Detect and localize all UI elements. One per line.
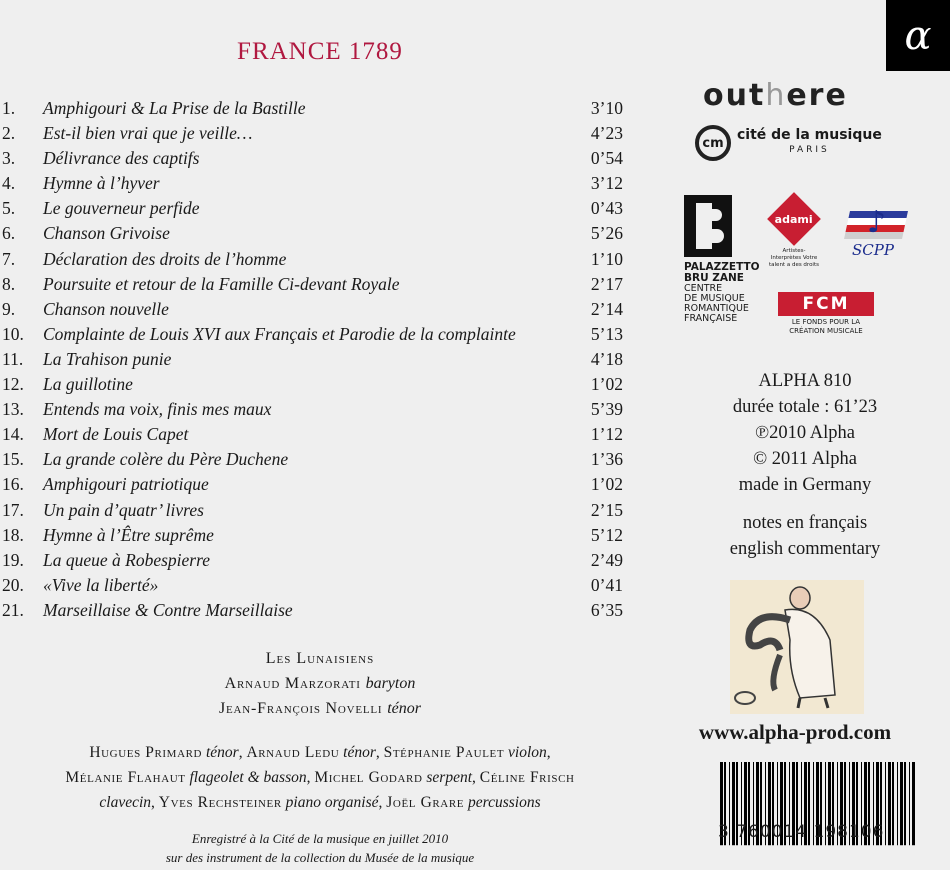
musician-name: Arnaud Ledu — [246, 744, 340, 761]
website-url[interactable]: www.alpha-prod.com — [698, 720, 892, 744]
track-number: 2. — [2, 123, 16, 144]
copyright-notice: © 2011 Alpha — [753, 449, 857, 469]
track-number: 18. — [2, 524, 24, 545]
cite-mark-icon: cm — [695, 125, 731, 161]
track-number: 19. — [2, 549, 24, 570]
track-title: La Trahison punie — [43, 348, 172, 369]
track-number: 1. — [2, 98, 16, 118]
track-number: 6. — [2, 223, 16, 244]
illustration-serpent-player — [730, 580, 864, 714]
musician-role: clavecin — [99, 794, 152, 811]
track-row — [0, 221, 640, 246]
track-row — [0, 247, 640, 272]
musician-name: Mélanie Flahaut — [65, 769, 186, 786]
musician-role: flageolet & basson — [189, 769, 307, 786]
album-title: FRANCE 1789 — [237, 38, 403, 65]
track-duration: 1’36 — [590, 449, 623, 470]
outhere-logo: outhere — [703, 78, 848, 113]
track-row — [0, 422, 640, 447]
track-duration: 3’10 — [590, 98, 623, 118]
adami-logo: adami Artistes-Interprètes Votre talent a des droits — [768, 200, 820, 269]
track-title: Est-il bien vrai que je veille… — [43, 123, 253, 144]
track-number: 15. — [2, 449, 24, 470]
track-title: «Vive la liberté» — [43, 574, 159, 595]
track-row — [0, 498, 640, 523]
track-duration: 4’23 — [590, 123, 623, 144]
ensemble-name: Les Lunaisiens — [265, 650, 375, 667]
phonogram-notice: ℗2010 Alpha — [755, 423, 855, 443]
track-row — [0, 573, 640, 598]
track-duration: 2’14 — [590, 298, 623, 319]
track-duration: 6’35 — [590, 599, 623, 620]
track-number: 3. — [2, 148, 16, 169]
track-row — [0, 297, 640, 322]
track-duration: 0’54 — [590, 148, 623, 169]
track-title: Mort de Louis Capet — [43, 424, 189, 445]
track-number: 11. — [2, 348, 24, 369]
track-title: Entends ma voix, finis mes maux — [43, 399, 272, 420]
track-row — [0, 548, 640, 573]
cite-de-la-musique-logo — [695, 125, 882, 161]
track-number: 7. — [2, 248, 16, 269]
palazzetto-bru-zane-logo: PALAZZETTO BRU ZANE CENTRE DE MUSIQUE ROMANTIQUE FRANÇAISE — [684, 195, 764, 324]
track-row — [0, 121, 640, 146]
track-row — [0, 347, 640, 372]
track-number: 13. — [2, 399, 24, 420]
recording-note — [0, 829, 640, 867]
track-title: Délivrance des captifs — [43, 148, 200, 169]
track-row — [0, 447, 640, 472]
musician-role: ténor — [205, 744, 239, 761]
track-duration: 3’12 — [590, 173, 623, 194]
cite-name: cité de la musique — [737, 127, 882, 143]
track-title: Hymne à l’hyver — [43, 173, 160, 194]
track-title: Chanson nouvelle — [43, 298, 169, 319]
track-title: La grande colère du Père Duchene — [43, 449, 289, 470]
musician-role: percussions — [467, 794, 541, 811]
track-title: Déclaration des droits de l’homme — [43, 248, 287, 269]
track-row — [0, 272, 640, 297]
track-row — [0, 146, 640, 171]
notes-info: notes en français english commentary — [729, 513, 881, 559]
track-duration: 5’39 — [590, 399, 623, 420]
track-number: 10. — [2, 323, 24, 344]
adami-diamond-icon: adami — [767, 192, 821, 246]
recording-note-line: sur des instrument de la collection du Musée de la musique — [165, 850, 475, 865]
singer-name: Arnaud Marzorati — [224, 675, 361, 692]
musician-name: Hugues Primard — [89, 744, 203, 761]
musician-role: violon — [508, 744, 547, 761]
track-title: Hymne à l’Être suprême — [43, 524, 214, 545]
track-row — [0, 196, 640, 221]
track-duration: 5’26 — [590, 223, 623, 244]
track-duration: 2’17 — [590, 273, 623, 294]
fcm-logo: FCM LE FONDS POUR LA CRÉATION MUSICALE — [778, 292, 874, 336]
track-title: Poursuite et retour de la Famille Ci-devant Royale — [43, 273, 400, 294]
track-title: Chanson Grivoise — [43, 223, 170, 244]
palazzetto-icon — [684, 195, 732, 257]
track-number: 5. — [2, 198, 16, 219]
barcode-digits: 3 760014 198106 — [718, 822, 885, 842]
alpha-logo: α — [886, 0, 950, 71]
track-duration: 5’12 — [590, 524, 623, 545]
cite-city: PARIS — [789, 145, 830, 155]
singer-role: baryton — [365, 675, 416, 692]
music-note-icon: ♪ — [867, 205, 887, 240]
recording-note-line: Enregistré à la Cité de la musique en juillet 2010 — [191, 831, 449, 846]
track-number: 17. — [2, 499, 24, 520]
track-number: 9. — [2, 298, 16, 319]
musician-role: serpent — [426, 769, 473, 786]
musician-name: Yves Rechsteiner — [158, 794, 282, 811]
track-row — [0, 598, 640, 623]
track-row — [0, 372, 640, 397]
track-duration: 1’12 — [590, 424, 623, 445]
track-duration: 1’02 — [590, 474, 623, 495]
track-duration: 1’10 — [590, 248, 623, 269]
tracklist — [0, 96, 640, 623]
track-title: Le gouverneur perfide — [43, 198, 200, 219]
track-number: 12. — [2, 374, 24, 395]
total-duration: durée totale : 61’23 — [732, 397, 878, 417]
track-title: La guillotine — [43, 374, 133, 395]
track-number: 4. — [2, 173, 16, 194]
musician-name: Michel Godard — [314, 769, 423, 786]
musician-name: Stéphanie Paulet — [383, 744, 505, 761]
catalog-number: ALPHA 810 — [758, 371, 852, 391]
track-duration: 1’02 — [590, 374, 623, 395]
musician-name: Céline Frisch — [479, 769, 575, 786]
track-row — [0, 96, 640, 121]
musician-role: ténor — [343, 744, 376, 761]
track-duration: 0’41 — [590, 574, 623, 595]
track-title: Marseillaise & Contre Marseillaise — [43, 599, 293, 620]
musician-role: piano organisé — [285, 794, 379, 811]
singer-role: ténor — [387, 700, 421, 717]
track-number: 21. — [2, 599, 24, 620]
track-row — [0, 322, 640, 347]
release-info — [660, 368, 950, 498]
track-title: Complainte de Louis XVI aux Français et Parodie de la complainte — [43, 323, 516, 344]
track-duration: 5’13 — [590, 323, 623, 344]
track-duration: 2’15 — [590, 499, 623, 520]
made-in: made in Germany — [738, 475, 872, 495]
track-number: 8. — [2, 273, 16, 294]
track-row — [0, 472, 640, 497]
track-number: 14. — [2, 424, 24, 445]
track-duration: 2’49 — [590, 549, 623, 570]
singer-credit — [0, 675, 640, 693]
scpp-logo: ♪ SCPP — [843, 205, 908, 255]
track-title: La queue à Robespierre — [43, 549, 211, 570]
singer-credit — [0, 700, 640, 718]
track-title: Amphigouri patriotique — [43, 474, 209, 495]
track-duration: 4’18 — [590, 348, 623, 369]
track-number: 20. — [2, 574, 24, 595]
track-row — [0, 397, 640, 422]
track-row — [0, 523, 640, 548]
track-title: Un pain d’quatr’ livres — [43, 499, 204, 520]
track-row — [0, 171, 640, 196]
singer-name: Jean-François Novelli — [218, 700, 383, 717]
musician-name: Joël Grare — [386, 794, 465, 811]
track-number: 16. — [2, 474, 24, 495]
musicians-credit: Hugues Primard ténor, Arnaud Ledu ténor, Stéphanie Paulet violon, Mélanie Flahaut flageolet & basson, Michel Godard serpent, Céline Frisch clavecin, Yves Rechsteiner piano organisé, Joël Grare percussions — [65, 744, 575, 811]
track-duration: 0’43 — [590, 198, 623, 219]
track-title: Amphigouri & La Prise de la Bastille — [43, 98, 306, 118]
